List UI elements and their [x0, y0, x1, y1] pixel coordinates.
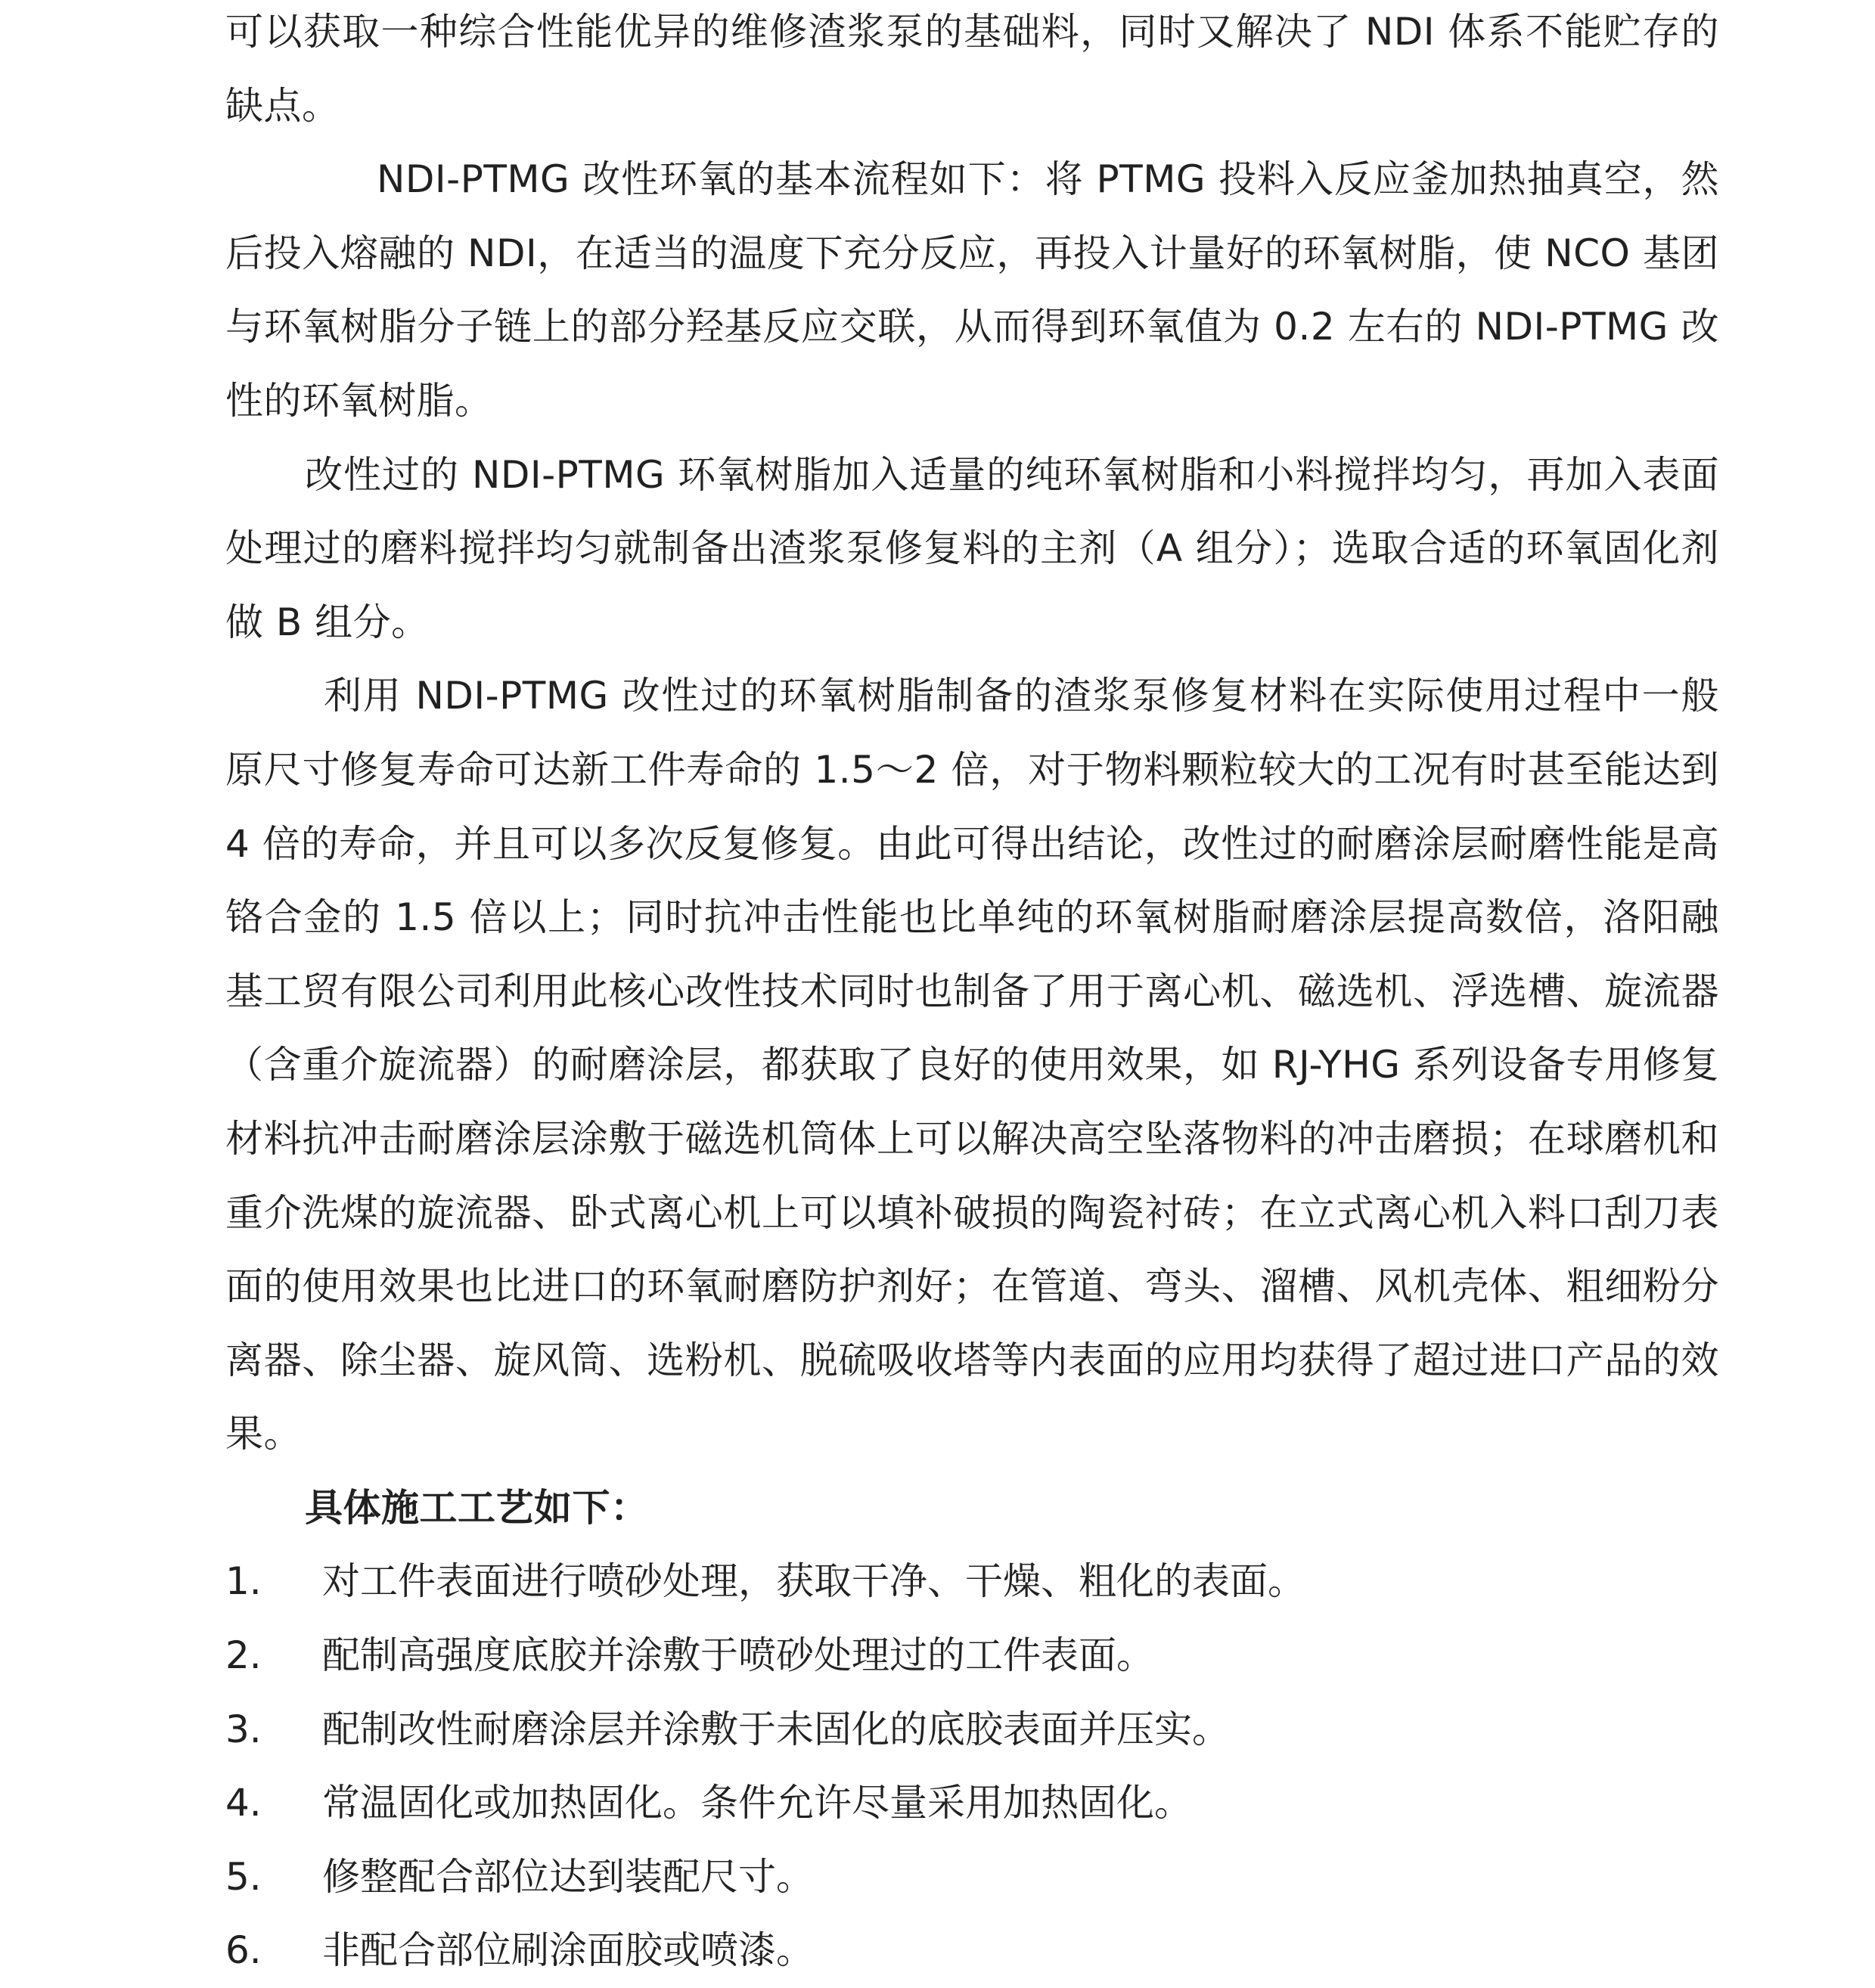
list-item-text: 配制高强度底胶并涂敷于喷砂处理过的工件表面。 — [322, 1633, 1154, 1678]
section-heading: 具体施工工艺如下： — [305, 1485, 649, 1530]
list-item — [225, 1914, 1719, 1988]
paragraph: 改性过的 NDI-PTMG 环氧树脂加入适量的纯环氧树脂和小料搅拌均匀，再加入表面处理过的磨料搅拌均匀就制备出渣浆泵修复料的主剂（A 组分）；选取合适的环氧固化剂做 B 组分。 — [225, 452, 1719, 644]
list-item-text: 对工件表面进行喷砂处理，获取干净、干燥、粗化的表面。 — [322, 1559, 1305, 1604]
list-item-number: 5. — [225, 1854, 262, 1899]
document-body — [225, 0, 1719, 1988]
list-item-text: 非配合部位刷涂面胶或喷漆。 — [322, 1928, 814, 1973]
list-item — [225, 1545, 1719, 1619]
list-item — [225, 1841, 1719, 1915]
list-item-text: 常温固化或加热固化。条件允许尽量采用加热固化。 — [322, 1781, 1192, 1825]
list-item-number: 2. — [225, 1633, 262, 1678]
list-item-text: 修整配合部位达到装配尺寸。 — [322, 1854, 814, 1899]
list-item-number: 6. — [225, 1928, 262, 1973]
list-item — [225, 1766, 1719, 1841]
paragraph: 可以获取一种综合性能优异的维修渣浆泵的基础料，同时又解决了 NDI 体系不能贮存的缺点。 — [225, 10, 1719, 128]
list-item-text: 配制改性耐磨涂层并涂敷于未固化的底胶表面并压实。 — [322, 1707, 1230, 1751]
paragraph: NDI-PTMG 改性环氧的基本流程如下：将 PTMG 投料入反应釜加热抽真空，然后投入熔融的 NDI，在适当的温度下充分反应，再投入计量好的环氧树脂，使 NCO 基团与环氧树脂分子链上的部分羟基反应交联，从而得到环氧值为 0.2 左右的 NDI-PTMG 改性的环氧树脂。 — [225, 157, 1719, 423]
list-item-number: 4. — [225, 1781, 262, 1825]
list-item — [225, 1619, 1719, 1693]
paragraph: 利用 NDI-PTMG 改性过的环氧树脂制备的渣浆泵修复材料在实际使用过程中一般原尺寸修复寿命可达新工件寿命的 1.5～2 倍，对于物料颗粒较大的工况有时甚至能达到 4 倍的寿命，并且可以多次反复修复。由此可得出结论，改性过的耐磨涂层耐磨性能是高铬合金的 1.5 倍以上；同时抗冲击性能也比单纯的环氧树脂耐磨涂层提高数倍，洛阳融基工贸有限公司利用此核心改性技术同时也制备了用于离心机、磁选机、浮选槽、旋流器（含重介旋流器）的耐磨涂层，都获取了良好的使用效果，如 RJ-YHG 系列设备专用修复材料抗冲击耐磨涂层涂敷于磁选机筒体上可以解决高空坠落物料的冲击磨损；在球磨机和重介洗煤的旋流器、卧式离心机上可以填补破损的陶瓷衬砖；在立式离心机入料口刮刀表面的使用效果也比进口的环氧耐磨防护剂好；在管道、弯头、溜槽、风机壳体、粗细粉分离器、除尘器、旋风筒、选粉机、脱硫吸收塔等内表面的应用均获得了超过进口产品的效果。 — [225, 674, 1719, 1456]
list-item — [225, 1693, 1719, 1767]
list-item-number: 1. — [225, 1559, 262, 1604]
list-item-number: 3. — [225, 1707, 262, 1751]
